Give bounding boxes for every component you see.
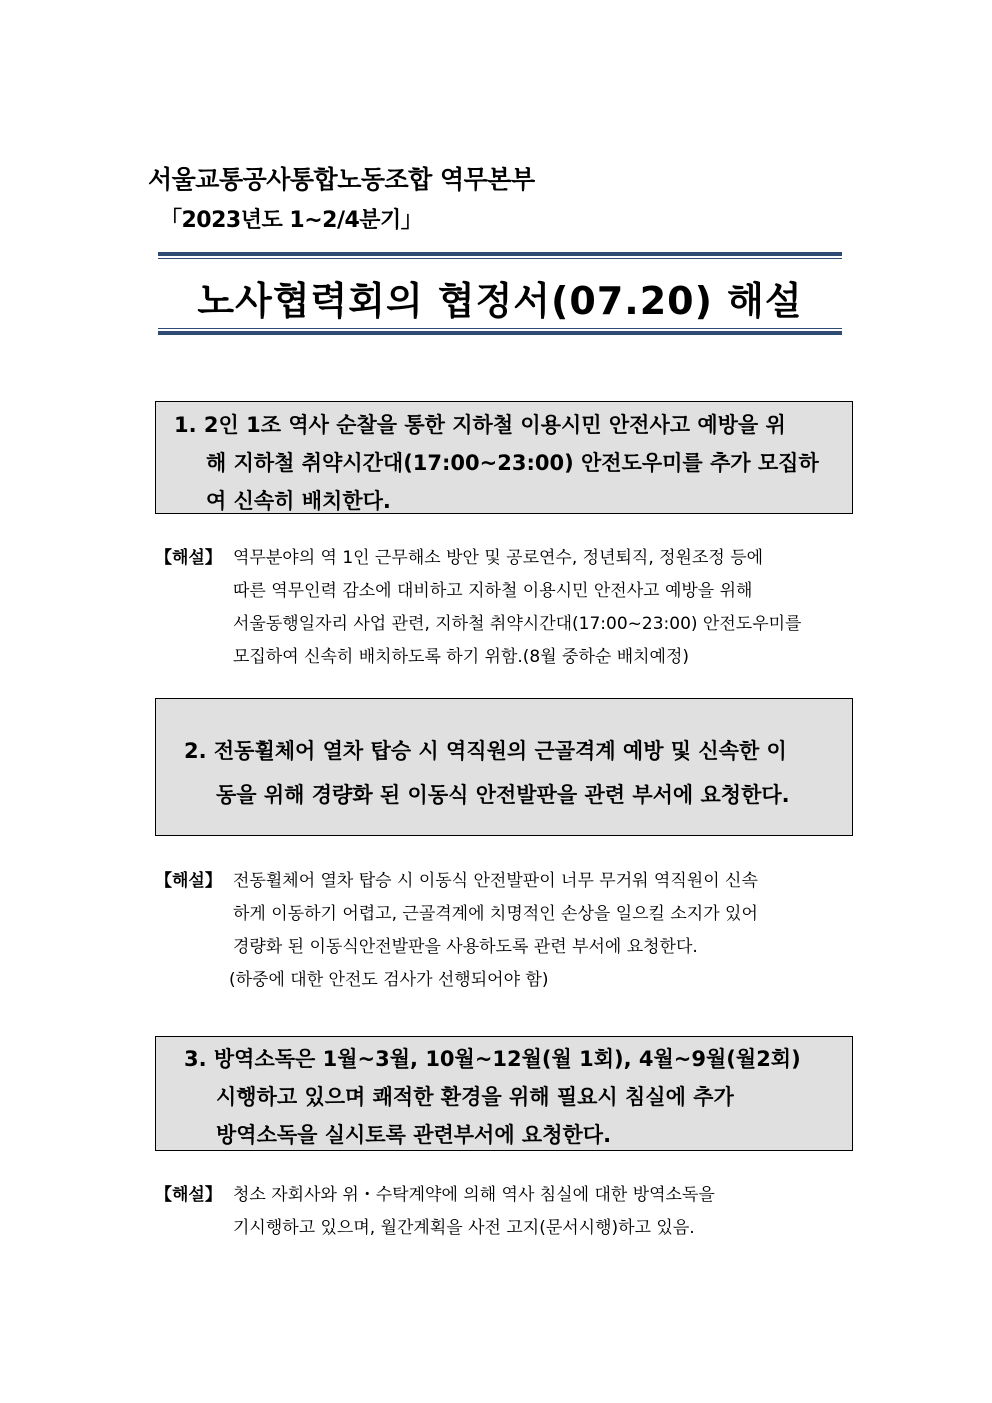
document-title: 노사협력회의 협정서(07.20) 해설 — [197, 279, 803, 323]
agreement-item-2 — [155, 698, 853, 836]
commentary-3 — [155, 1179, 855, 1245]
item-1-line-2: 해 지하철 취약시간대(17:00~23:00) 안전도우미를 추가 모집하 — [206, 451, 819, 475]
item-3-line-2: 시행하고 있으며 쾌적한 환경을 위해 필요시 침실에 추가 — [216, 1085, 734, 1109]
item-1-line-1: 1. 2인 1조 역사 순찰을 통한 지하철 이용시민 안전사고 예방을 위 — [174, 413, 786, 437]
agreement-item-1 — [155, 401, 853, 514]
item-2-line-1: 2. 전동휠체어 열차 탑승 시 역직원의 근골격계 예방 및 신속한 이 — [184, 739, 787, 763]
agreement-item-3 — [155, 1036, 853, 1151]
commentary-3-label: 【해설】 — [155, 1185, 222, 1205]
commentary-2-line-2: 하게 이동하기 어렵고, 근골격계에 치명적인 손상을 일으킬 소지가 있어 — [233, 904, 758, 924]
commentary-1-line-4: 모집하여 신속히 배치하도록 하기 위함.(8월 중하순 배치예정) — [233, 647, 690, 667]
commentary-2-label: 【해설】 — [155, 871, 222, 891]
commentary-1-label: 【해설】 — [155, 548, 222, 568]
commentary-2-line-3: 경량화 된 이동식안전발판을 사용하도록 관련 부서에 요청한다. — [233, 937, 698, 957]
item-3-line-1: 3. 방역소독은 1월~3월, 10월~12월(월 1회), 4월~9월(월2회) — [184, 1047, 801, 1071]
commentary-1 — [155, 542, 855, 674]
commentary-2 — [155, 865, 855, 997]
item-2-line-2: 동을 위해 경량화 된 이동식 안전발판을 관련 부서에 요청한다. — [216, 783, 790, 807]
commentary-1-line-1: 역무분야의 역 1인 근무해소 방안 및 공로연수, 정년퇴직, 정원조정 등에 — [233, 548, 764, 568]
item-3-line-3: 방역소독을 실시토록 관련부서에 요청한다. — [216, 1123, 612, 1147]
commentary-2-line-4: (하중에 대한 안전도 검사가 선행되어야 함) — [229, 970, 549, 990]
commentary-2-line-1: 전동휠체어 열차 탑승 시 이동식 안전발판이 너무 무거워 역직원이 신속 — [233, 871, 758, 891]
period-label: 「2023년도 1~2/4분기」 — [160, 208, 423, 233]
item-1-line-3: 여 신속히 배치한다. — [206, 489, 391, 513]
commentary-1-line-2: 따른 역무인력 감소에 대비하고 지하철 이용시민 안전사고 예방을 위해 — [233, 581, 753, 601]
title-bottom-rule — [158, 328, 842, 335]
commentary-3-line-1: 청소 자회사와 위・수탁계약에 의해 역사 침실에 대한 방역소독을 — [233, 1185, 715, 1205]
title-top-rule — [158, 252, 842, 259]
commentary-3-line-2: 기시행하고 있으며, 월간계획을 사전 고지(문서시행)하고 있음. — [233, 1218, 695, 1238]
union-name: 서울교통공사통합노동조합 역무본부 — [148, 165, 535, 194]
commentary-1-line-3: 서울동행일자리 사업 관련, 지하철 취약시간대(17:00~23:00) 안전도우미를 — [233, 614, 802, 634]
